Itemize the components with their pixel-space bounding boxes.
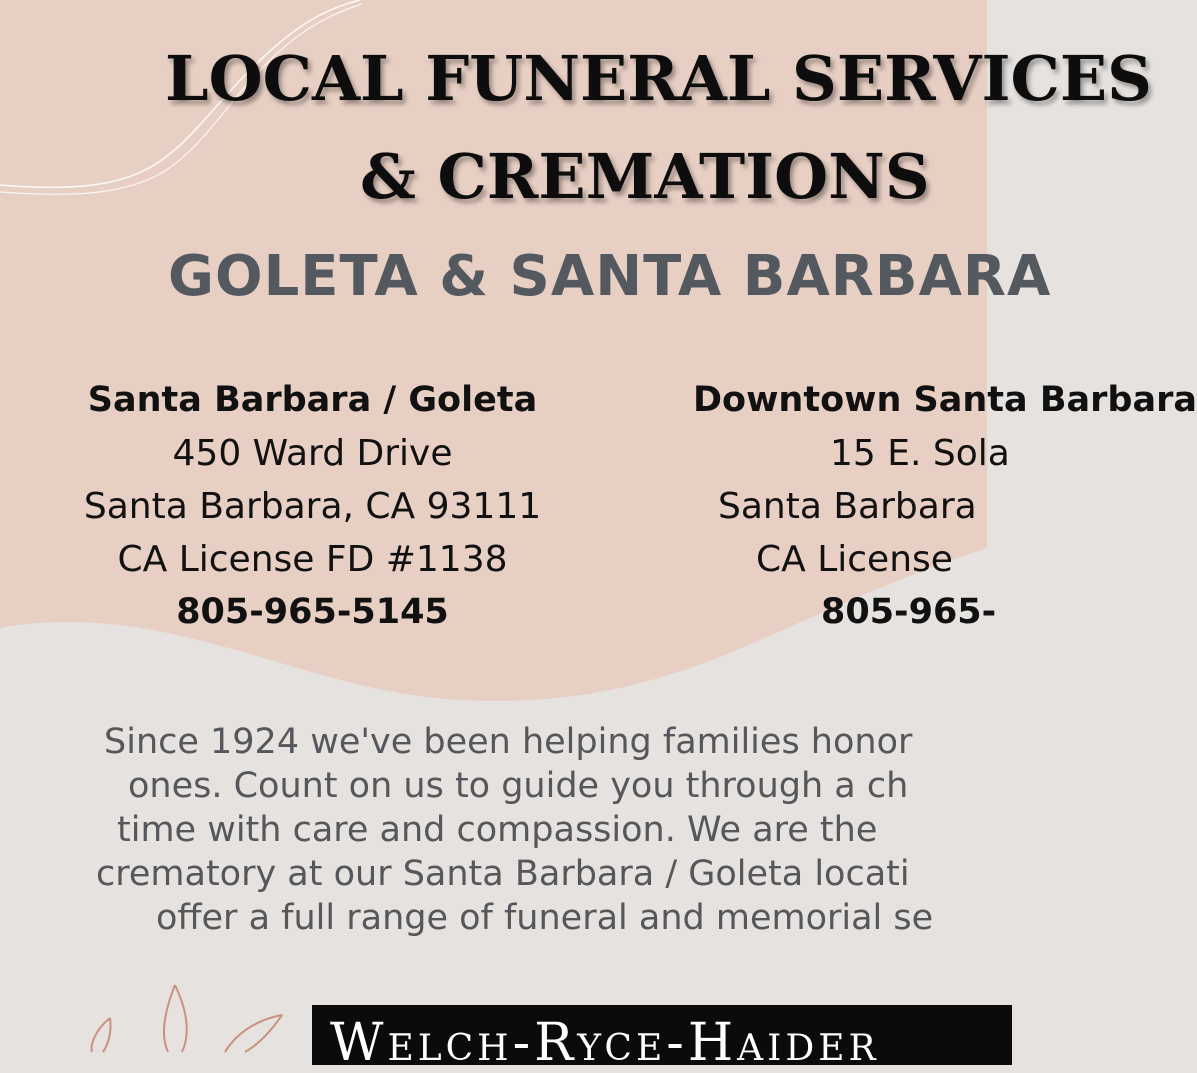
location-city: Santa Barbara — [718, 486, 977, 527]
page-title-line-2: & CREMATIONS — [360, 140, 930, 213]
about-line: crematory at our Santa Barbara / Goleta locati — [96, 854, 910, 894]
location-phone[interactable]: 805-965- — [821, 592, 997, 632]
service-areas: GOLETA & SANTA BARBARA — [168, 244, 1052, 309]
location-name: Santa Barbara / Goleta — [87, 380, 538, 420]
about-line: time with care and compassion. We are the — [117, 810, 878, 850]
location-license: CA License FD #1138 — [117, 539, 508, 580]
location-license: CA License — [756, 539, 953, 580]
location-card-downtown — [693, 374, 1197, 639]
about-line: ones. Count on us to guide you through a ch — [128, 766, 909, 806]
about-line: Since 1924 we've been helping families honor — [104, 722, 913, 762]
location-street: 450 Ward Drive — [172, 433, 453, 474]
location-city: Santa Barbara, CA 93111 — [83, 486, 542, 527]
leaf-illustration — [92, 985, 282, 1052]
brand-logo-bar — [312, 1005, 1012, 1073]
location-name: Downtown Santa Barbara — [693, 380, 1197, 420]
location-phone[interactable]: 805-965-5145 — [176, 592, 449, 632]
location-street: 15 E. Sola — [830, 433, 1010, 474]
brand-name: Welch-Ryce-Haider — [330, 1013, 880, 1073]
about-paragraph — [60, 720, 1160, 940]
location-card-goleta — [60, 374, 565, 639]
page-title: LOCAL FUNERAL SERVICES — [165, 42, 1152, 115]
about-line: offer a full range of funeral and memorial se — [156, 898, 934, 938]
